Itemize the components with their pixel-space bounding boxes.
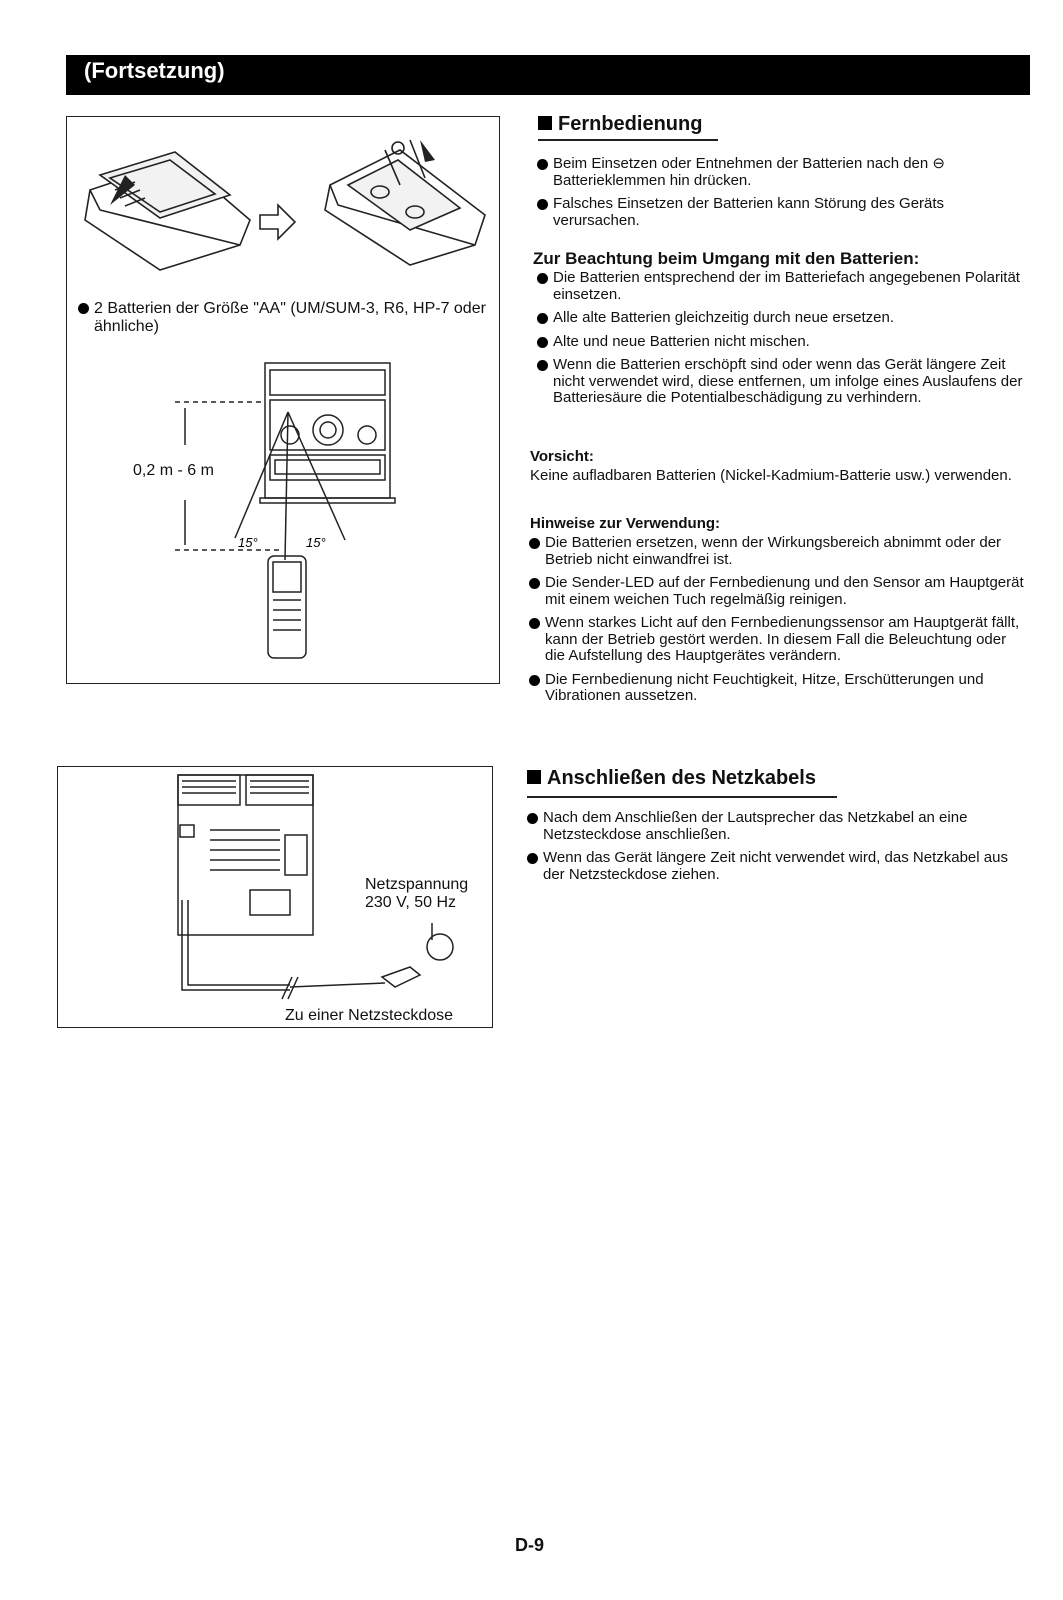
voltage-line-2: 230 V, 50 Hz (365, 894, 457, 911)
list-item: Falsches Einsetzen der Batterien kann Störung des Geräts verursachen. (535, 196, 1030, 229)
battery-caption: 2 Batterien der Größe "AA" (UM/SUM-3, R6, HP-7 oder ähnliche) (76, 300, 491, 336)
list-item: Wenn die Batterien erschöpft sind oder wenn das Gerät längere Zeit nicht verwendet wird, diese entfernen, um infolge eines Auslaufens der Batteriesäure die Potentialbeschädigung zu verhindern. (535, 357, 1030, 407)
battery-caption-list (76, 300, 491, 343)
list-item: Alte und neue Batterien nicht mischen. (535, 334, 1030, 351)
list-item: Nach dem Anschließen der Lautsprecher das Netzkabel an eine Netzsteckdose anschließen. (525, 810, 1025, 843)
list-item: Wenn starkes Licht auf den Fernbedienungssensor am Hauptgerät fällt, kann der Betrieb gestört werden. In diesem Fall die Beleuchtung oder die Aufstellung des Hauptgerätes verändern. (527, 615, 1027, 665)
list-item: Beim Einsetzen oder Entnehmen der Batterien nach den ⊖ Batterieklemmen hin drücken. (535, 156, 1030, 189)
power-bullets (525, 810, 1025, 890)
list-item: Die Fernbedienung nicht Feuchtigkeit, Hitze, Erschütterungen und Vibrationen aussetzen. (527, 672, 1027, 705)
voltage-line-1: Netzspannung (365, 876, 469, 893)
angle-left-label: 15° (238, 535, 258, 550)
outlet-label: Zu einer Netzsteckdose (285, 1007, 454, 1024)
remote-section-title: Fernbedienung (538, 112, 702, 136)
range-diagram (120, 360, 490, 670)
battery-insert-illustration (80, 130, 490, 270)
list-item: Die Batterien ersetzen, wenn der Wirkungsbereich abnimmt oder der Betrieb nicht einwandfrei ist. (527, 535, 1027, 568)
power-section-title: Anschließen des Netzkabels (527, 766, 816, 790)
power-title-underline (527, 796, 837, 798)
usage-bullets (527, 535, 1027, 712)
list-item: Die Sender-LED auf der Fernbedienung und den Sensor am Hauptgerät mit einem weichen Tuch regelmäßig reinigen. (527, 575, 1027, 608)
battery-care-title: Zur Beachtung beim Umgang mit den Batterien: (533, 249, 920, 268)
usage-title: Hinweise zur Verwendung: (530, 515, 721, 532)
section-marker-icon (527, 770, 541, 784)
remote-title-underline (538, 139, 718, 141)
list-item: Die Batterien entsprechend der im Batteriefach angegebenen Polarität einsetzen. (535, 270, 1030, 303)
distance-label: 0,2 m - 6 m (133, 462, 214, 479)
caution-title: Vorsicht: (530, 448, 594, 465)
page-title: (Fortsetzung) (84, 58, 225, 83)
list-item: Wenn das Gerät längere Zeit nicht verwendet wird, das Netzkabel aus der Netzsteckdose ziehen. (525, 850, 1025, 883)
section-marker-icon (538, 116, 552, 130)
battery-care-bullets (535, 270, 1030, 414)
remote-bullets (535, 156, 1030, 236)
caution-text: Keine aufladbaren Batterien (Nickel-Kadmium-Batterie usw.) verwenden. (530, 467, 1012, 484)
angle-right-label: 15° (306, 535, 326, 550)
list-item: Alle alte Batterien gleichzeitig durch neue ersetzen. (535, 310, 1030, 327)
page-number: D-9 (515, 1535, 545, 1555)
